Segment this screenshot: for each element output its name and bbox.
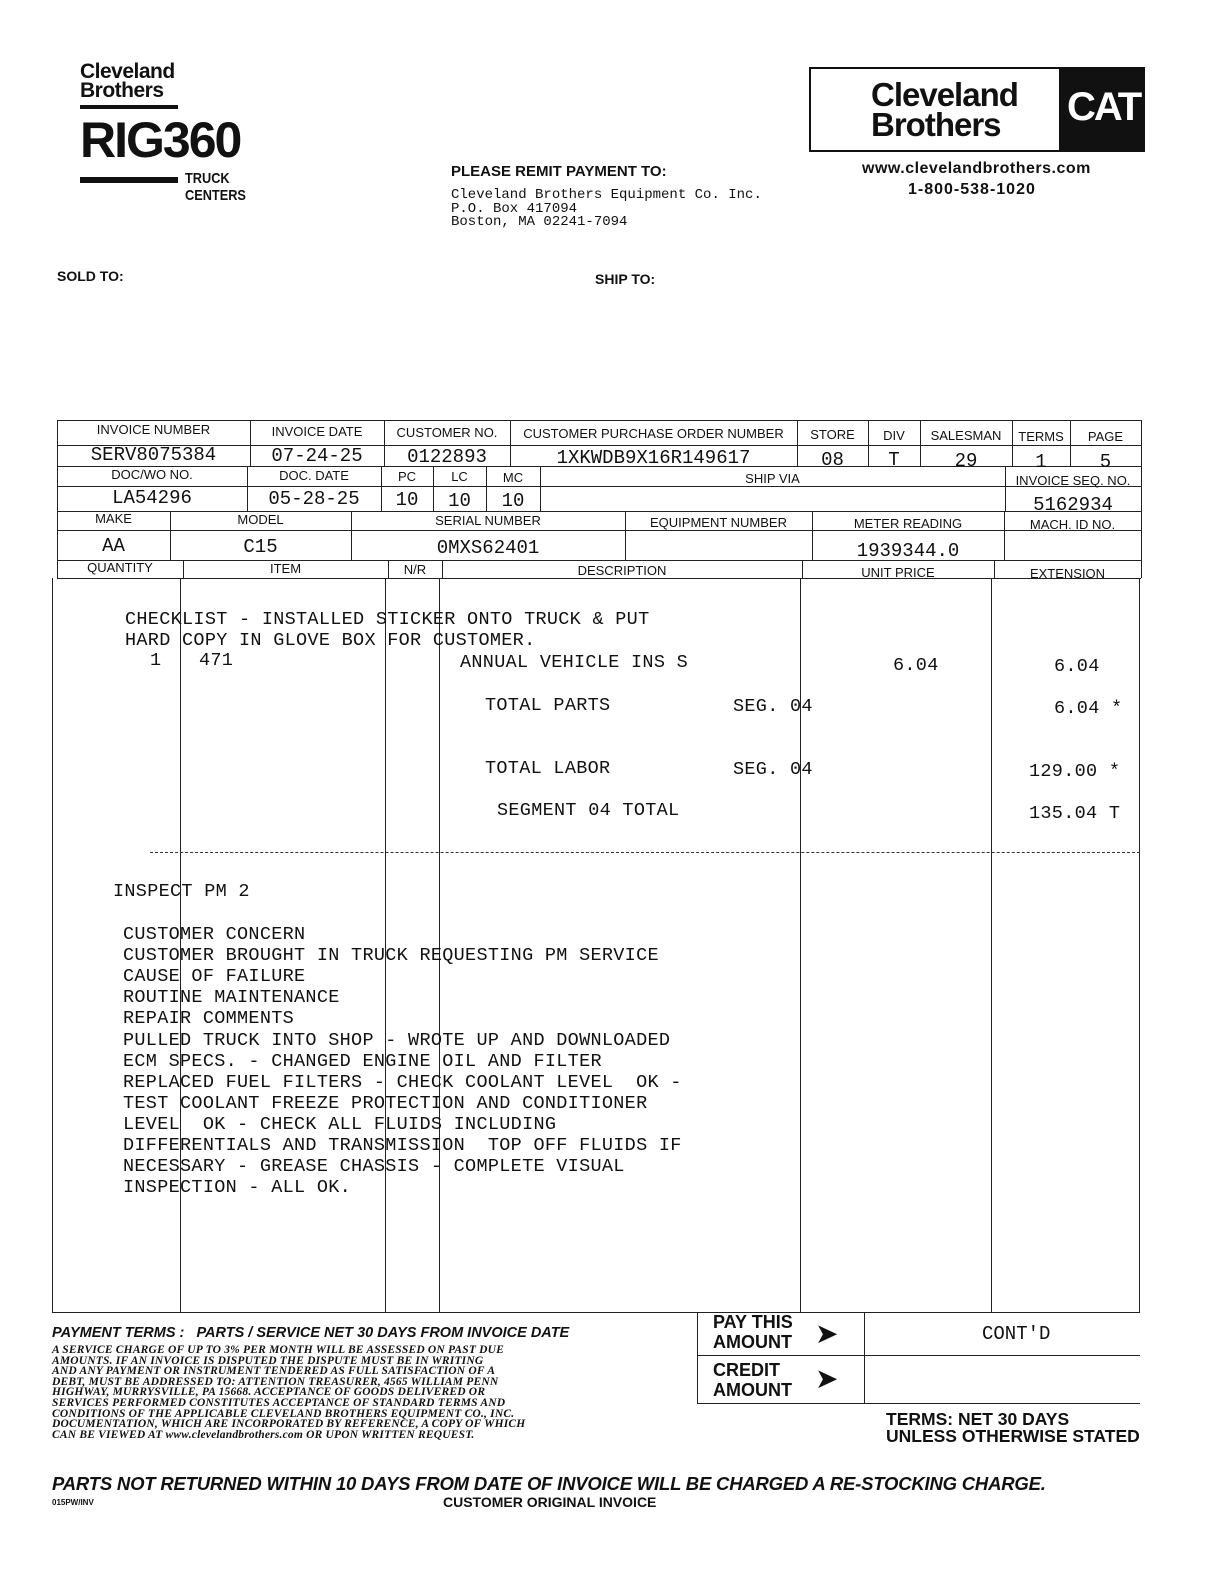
hdr-customer-no: CUSTOMER NO. [396, 425, 498, 440]
legal-line: DOCUMENTATION, WHICH ARE INCORPORATED BY REFERENCE, A COPY OF WHICH [52, 1418, 526, 1431]
seg2-line: TEST COOLANT FREEZE PROTECTION AND CONDITIONER [123, 1093, 648, 1114]
seg2-line: CUSTOMER BROUGHT IN TRUCK REQUESTING PM SERVICE [123, 945, 659, 966]
legal-line: DEBT, MUST BE ADDRESSED TO: ATTENTION TREASURER, 4565 WILLIAM PENN [52, 1375, 499, 1388]
meter-reading: 1939344.0 [856, 540, 960, 562]
hdr-ship-via: SHIP VIA [745, 471, 800, 486]
ship-to-label: SHIP TO: [595, 271, 656, 287]
form-code: 015PW/INV [52, 1498, 94, 1507]
page-number: 5 [1099, 451, 1112, 473]
hdr-salesman: SALESMAN [930, 428, 1002, 443]
mc: 10 [501, 490, 525, 512]
total-parts-seg: SEG. 04 [733, 696, 813, 717]
total-labor: 129.00 * [1029, 761, 1121, 782]
segment-divider [150, 852, 1140, 853]
terms-net-30: TERMS: NET 30 DAYS [886, 1409, 1070, 1429]
legal-line: A SERVICE CHARGE OF UP TO 3% PER MONTH WILL BE ASSESSED ON PAST DUE [52, 1344, 505, 1356]
customer-original-label: CUSTOMER ORIGINAL INVOICE [443, 1494, 657, 1510]
hdr-store: STORE [810, 427, 855, 442]
hdr-mc: MC [502, 470, 524, 485]
seg2-line: REPLACED FUEL FILTERS - CHECK COOLANT LEVEL OK - [123, 1072, 682, 1093]
credit-label-2: AMOUNT [713, 1380, 792, 1400]
seg1-qty: 1 [150, 650, 162, 671]
payment-terms: PAYMENT TERMS : PARTS / SERVICE NET 30 DAYS FROM INVOICE DATE [52, 1325, 570, 1341]
pc: 10 [395, 489, 419, 511]
total-labor-label: TOTAL LABOR [485, 758, 611, 779]
hdr-po-number: CUSTOMER PURCHASE ORDER NUMBER [523, 426, 784, 441]
legal-line: HIGHWAY, MURRYSVILLE, PA 15668. ACCEPTANCE OF GOODS DELIVERED OR [52, 1386, 486, 1399]
credit-label-1: CREDIT [713, 1360, 780, 1380]
pay-this-label-2: AMOUNT [713, 1332, 792, 1352]
store: 08 [821, 449, 844, 471]
rig-divider [80, 105, 178, 109]
sold-to-label: SOLD TO: [57, 268, 124, 284]
model: C15 [243, 536, 278, 558]
terms: 1 [1035, 451, 1047, 473]
rig-subtitle: TRUCK CENTERS [185, 170, 246, 204]
seg1-line2: HARD COPY IN GLOVE BOX FOR CUSTOMER. [125, 630, 536, 651]
hdr-invoice-number: INVOICE NUMBER [96, 422, 211, 437]
col-item: ITEM [269, 561, 302, 576]
rig-brand-line1: Cleveland [80, 60, 175, 83]
seg2-line: REPAIR COMMENTS [123, 1008, 295, 1029]
seg1-item: 471 [199, 650, 234, 671]
hdr-doc-date: DOC. DATE [279, 468, 349, 483]
pay-this-label-1: PAY THIS [713, 1312, 793, 1332]
cat-logo-block [1059, 69, 1145, 152]
col-quantity: QUANTITY [87, 560, 153, 575]
serial-number: 0MXS62401 [436, 537, 540, 559]
restocking-notice: PARTS NOT RETURNED WITHIN 10 DAYS FROM DATE OF INVOICE WILL BE CHARGED A RE-STOCKING CHARGE. [52, 1473, 1046, 1494]
total-parts-label: TOTAL PARTS [485, 695, 611, 716]
col-description: DESCRIPTION [577, 563, 667, 578]
hdr-page: PAGE [1087, 429, 1124, 444]
po-number: 1XKWDB9X16R149617 [556, 447, 751, 469]
hdr-serial: SERIAL NUMBER [435, 513, 541, 528]
make: AA [102, 535, 125, 557]
hdr-meter: METER READING [853, 516, 963, 531]
doc-date: 05-28-25 [268, 488, 360, 510]
col-nr: N/R [403, 562, 427, 577]
rig360-logo-block [80, 60, 310, 204]
hdr-doc-wo: DOC/WO NO. [111, 467, 193, 482]
total-parts: 6.04 * [1054, 698, 1123, 719]
total-labor-seg: SEG. 04 [733, 759, 813, 780]
seg2-line: INSPECTION - ALL OK. [123, 1177, 352, 1198]
seg2-line: CAUSE OF FAILURE [123, 966, 306, 987]
cb-name-line1: Cleveland [871, 76, 1018, 113]
seg2-line: ECM SPECS. - CHANGED ENGINE OIL AND FILTER [123, 1051, 602, 1072]
remit-line1: Cleveland Brothers Equipment Co. Inc. [451, 187, 762, 203]
seg2-title: INSPECT PM 2 [113, 881, 250, 902]
segment-total: 135.04 T [1029, 803, 1121, 824]
rig-brand-line2: Brothers [80, 79, 164, 102]
seg2-line: PULLED TRUCK INTO SHOP - WROTE UP AND DOWNLOADED [123, 1030, 671, 1051]
salesman: 29 [954, 450, 978, 472]
hdr-terms: TERMS [1018, 429, 1064, 444]
hdr-lc: LC [451, 469, 468, 484]
div: T [888, 449, 900, 471]
hdr-inv-seq: INVOICE SEQ. NO. [1015, 473, 1131, 488]
legal-text [52, 1345, 525, 1440]
arrow-right-icon: ➤ [815, 1318, 839, 1349]
hdr-model: MODEL [237, 512, 284, 527]
legal-line: AND ANY PAYMENT OR INSTRUMENT TENDERED AS FULL SATISFACTION OF A [52, 1365, 496, 1378]
invoice-date: 07-24-25 [271, 445, 363, 467]
remit-line3: Boston, MA 02241-7094 [451, 214, 628, 230]
rig360-wordmark: RIG360 [80, 112, 241, 168]
doc-wo-no: LA54296 [112, 487, 192, 509]
remit-label: PLEASE REMIT PAYMENT TO: [451, 163, 667, 180]
col-extension: EXTENSION [1029, 566, 1106, 581]
lc: 10 [448, 490, 471, 512]
hdr-make: MAKE [95, 511, 132, 526]
hdr-invoice-date: INVOICE DATE [271, 424, 363, 439]
legal-line: CAN BE VIEWED AT www.clevelandbrothers.com OR UPON WRITTEN REQUEST. [52, 1428, 475, 1441]
remit-line2: P.O. Box 417094 [451, 201, 578, 217]
seg1-extension: 6.04 [1054, 656, 1100, 677]
seg1-line1: CHECKLIST - INSTALLED STICKER ONTO TRUCK & PUT [125, 609, 650, 630]
seg1-unit-price: 6.04 [893, 655, 939, 676]
legal-line: SERVICES PERFORMED CONSTITUTES ACCEPTANCE OF STANDARD TERMS AND [52, 1396, 506, 1409]
terms-unless-stated: UNLESS OTHERWISE STATED [886, 1426, 1140, 1446]
customer-no: 0122893 [407, 446, 487, 468]
seg1-desc: ANNUAL VEHICLE INS S [460, 652, 689, 673]
phone: 1-800-538-1020 [908, 181, 1036, 198]
rig-sub-bar [80, 177, 178, 183]
cat-logo-text: CAT [1067, 85, 1141, 129]
arrow-right-icon: ➤ [815, 1363, 839, 1394]
seg2-line: LEVEL OK - CHECK ALL FLUIDS INCLUDING [123, 1114, 557, 1135]
seg2-line: DIFFERENTIALS AND TRANSMISSION TOP OFF FLUIDS IF [123, 1135, 682, 1156]
legal-line: CONDITIONS OF THE APPLICABLE CLEVELAND BROTHERS EQUIPMENT CO., INC. [52, 1407, 515, 1420]
invoice-seq-no: 5162934 [1033, 494, 1113, 516]
legal-line: AMOUNTS. IF AN INVOICE IS DISPUTED THE DISPUTE MUST BE IN WRITING [52, 1354, 484, 1367]
hdr-div: DIV [883, 428, 905, 443]
cb-cat-logo-box [809, 67, 1145, 152]
pay-amount-value: CONT'D [982, 1323, 1051, 1345]
seg2-line: CUSTOMER CONCERN [123, 924, 306, 945]
invoice-number: SERV8075384 [90, 444, 217, 466]
seg2-line: NECESSARY - GREASE CHASSIS - COMPLETE VISUAL [123, 1156, 625, 1177]
cb-name-line2: Brothers [871, 106, 1001, 143]
website[interactable]: www.clevelandbrothers.com [862, 160, 1091, 177]
hdr-pc: PC [397, 469, 417, 484]
hdr-mach-id: MACH. ID NO. [1029, 517, 1116, 532]
col-unit-price: UNIT PRICE [861, 565, 935, 580]
hdr-equipment: EQUIPMENT NUMBER [650, 515, 787, 530]
segment-total-label: SEGMENT 04 TOTAL [497, 800, 680, 821]
seg2-line: ROUTINE MAINTENANCE [123, 987, 340, 1008]
